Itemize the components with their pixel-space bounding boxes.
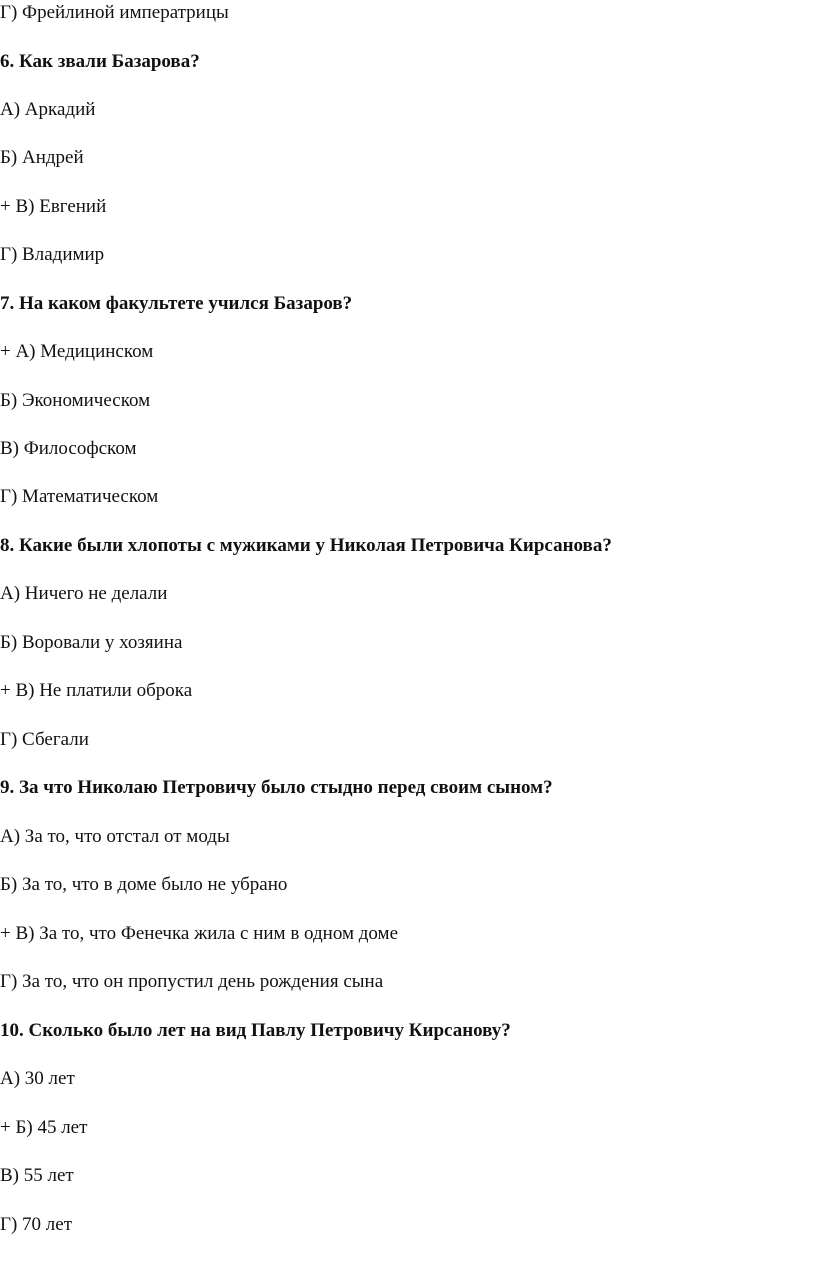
question-8: 8. Какие были хлопоты с мужиками у Николая Петровича Кирсанова? xyxy=(0,535,612,556)
option-9-v: + В) За то, что Фенечка жила с ним в одном доме xyxy=(0,923,399,944)
option-7-g: Г) Математическом xyxy=(0,486,159,507)
option-5-g: Г) Фрейлиной императрицы xyxy=(0,2,229,23)
option-6-a: А) Аркадий xyxy=(0,99,96,120)
option-8-v: + В) Не платили оброка xyxy=(0,680,193,701)
option-9-a: А) За то, что отстал от моды xyxy=(0,826,230,847)
option-7-b: Б) Экономическом xyxy=(0,390,151,411)
option-10-b: + Б) 45 лет xyxy=(0,1117,88,1138)
question-10: 10. Сколько было лет на вид Павлу Петровичу Кирсанову? xyxy=(0,1020,511,1041)
option-6-v: + В) Евгений xyxy=(0,196,107,217)
question-7: 7. На каком факультете учился Базаров? xyxy=(0,293,353,314)
option-10-a: А) 30 лет xyxy=(0,1068,75,1089)
option-9-g: Г) За то, что он пропустил день рождения сына xyxy=(0,971,384,992)
question-6: 6. Как звали Базарова? xyxy=(0,51,200,72)
option-7-v: В) Философском xyxy=(0,438,137,459)
option-8-a: А) Ничего не делали xyxy=(0,583,168,604)
question-9: 9. За что Николаю Петровичу было стыдно перед своим сыном? xyxy=(0,777,553,798)
option-10-v: В) 55 лет xyxy=(0,1165,74,1186)
option-9-b: Б) За то, что в доме было не убрано xyxy=(0,874,288,895)
option-7-a: + А) Медицинском xyxy=(0,341,154,362)
option-6-b: Б) Андрей xyxy=(0,147,84,168)
option-8-b: Б) Воровали у хозяина xyxy=(0,632,183,653)
option-8-g: Г) Сбегали xyxy=(0,729,89,750)
option-10-g: Г) 70 лет xyxy=(0,1214,73,1235)
option-6-g: Г) Владимир xyxy=(0,244,105,265)
